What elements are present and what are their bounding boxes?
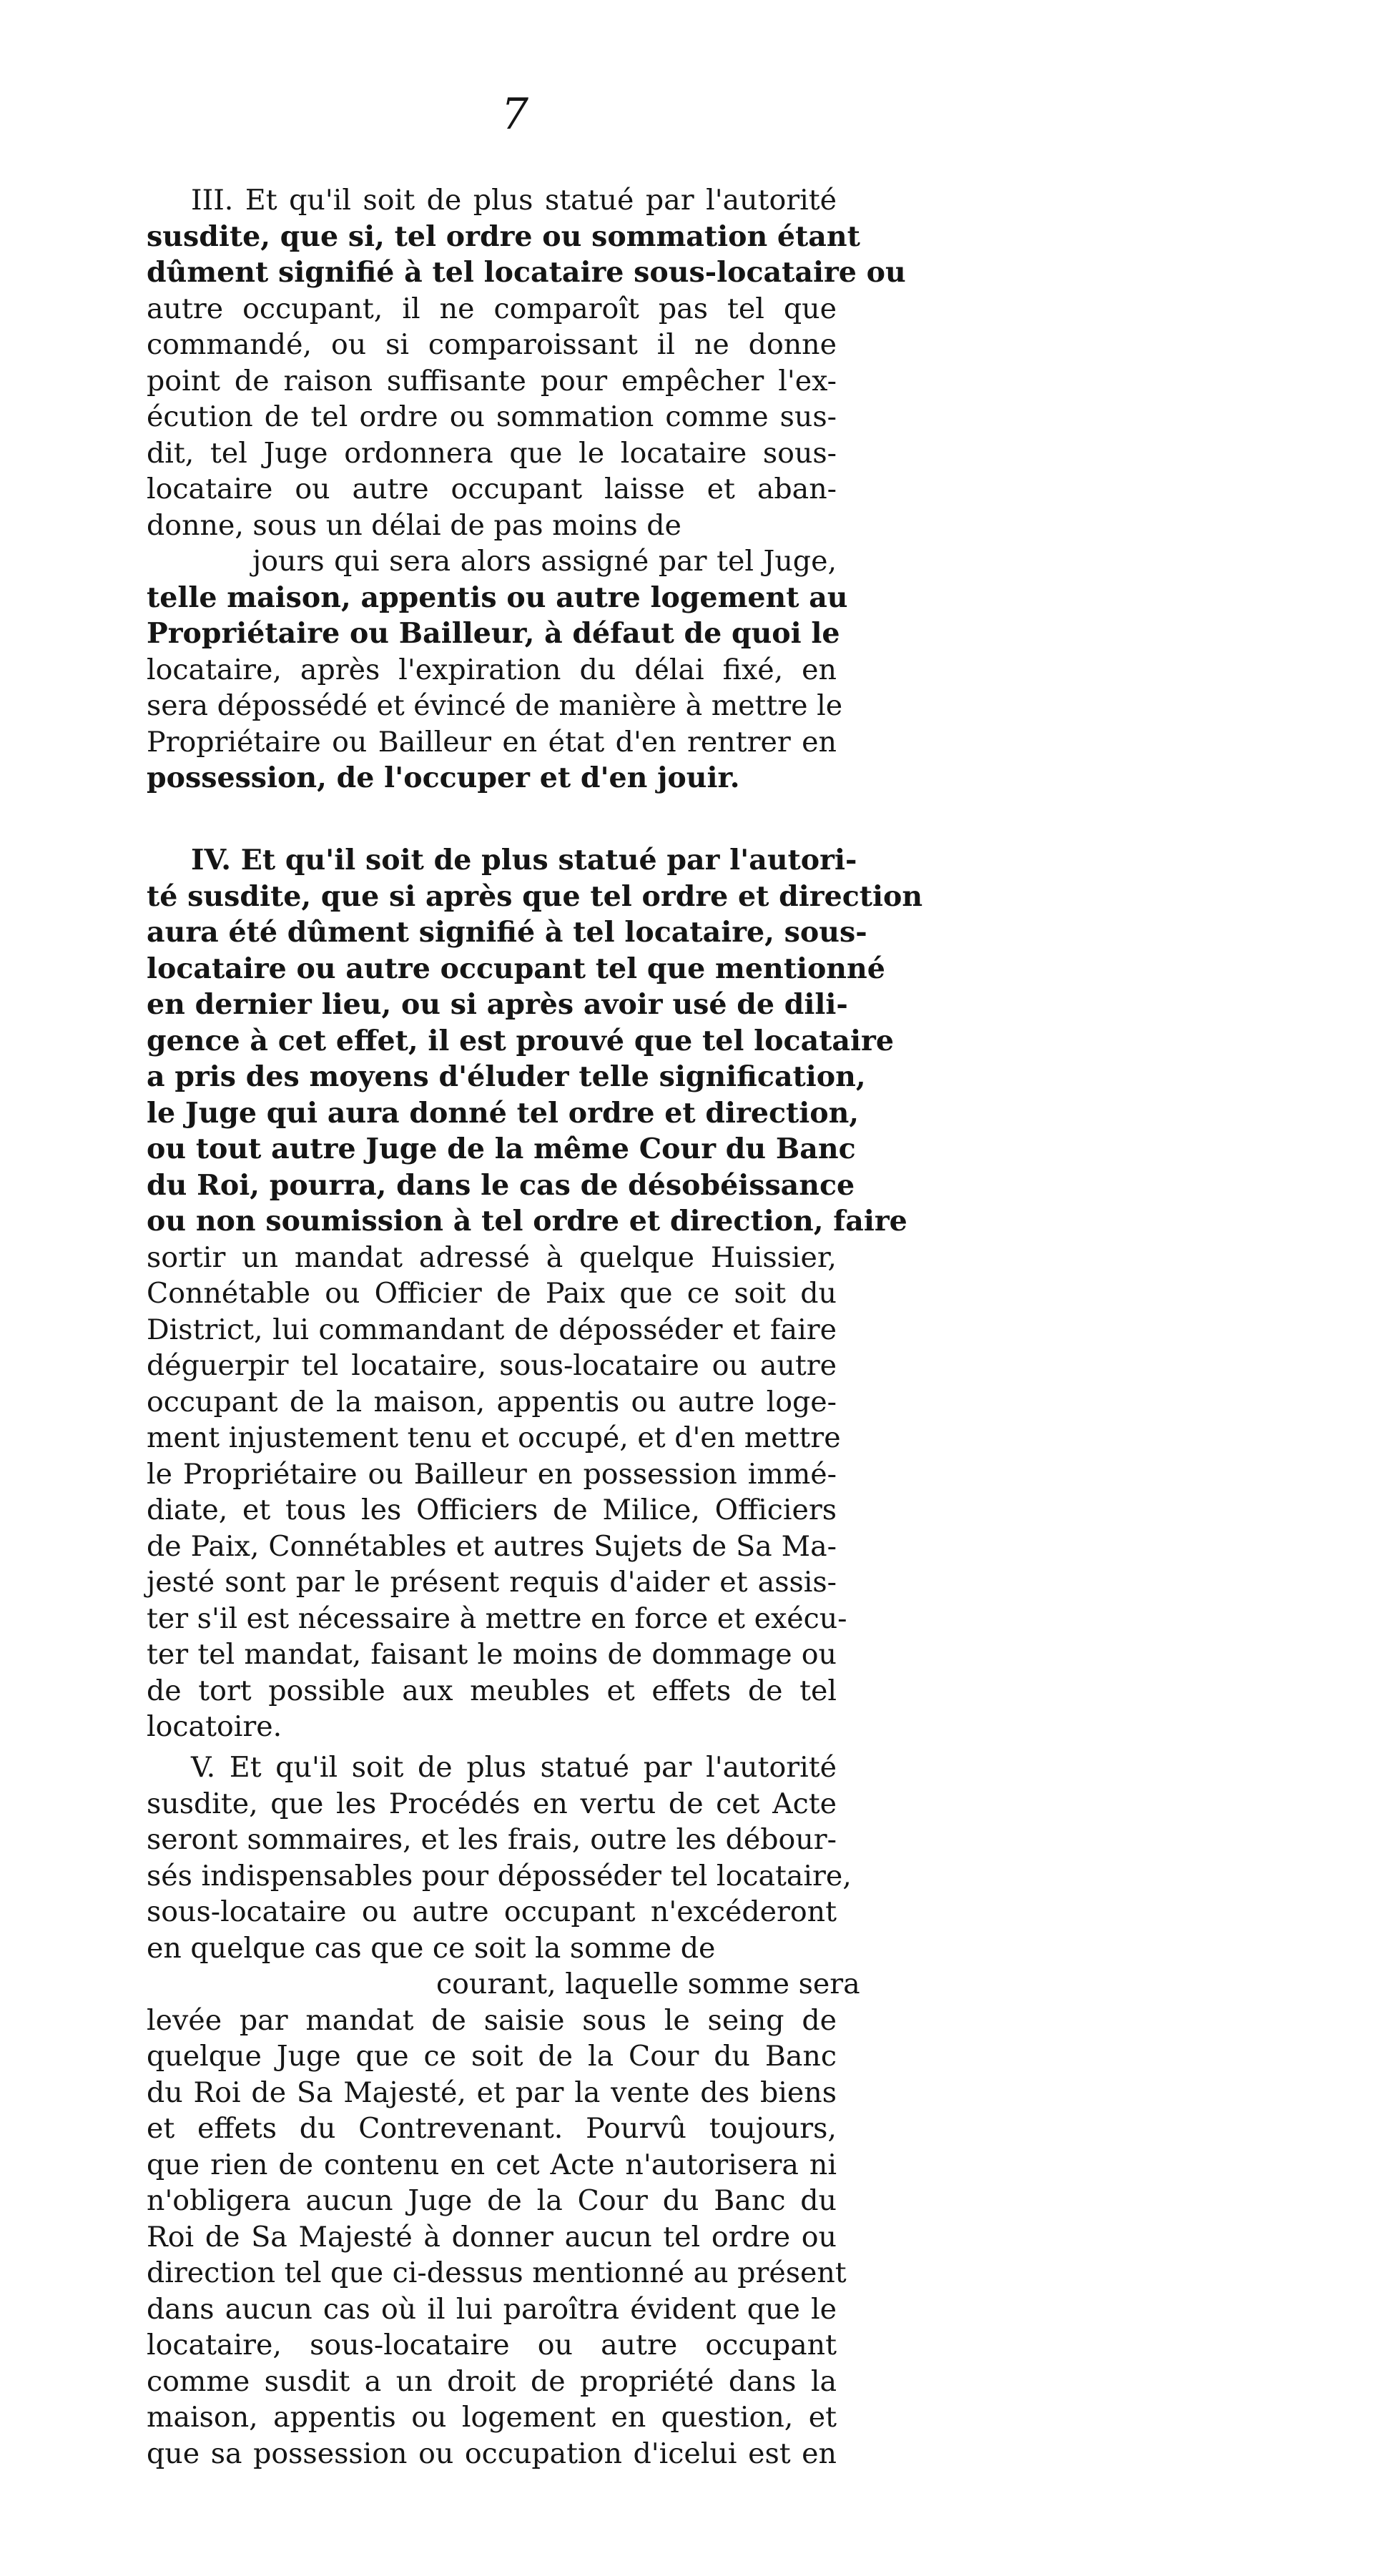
text-line: telle maison, appentis ou autre logement au — [147, 581, 848, 614]
article-5 — [147, 1750, 860, 2472]
text-line: quelque Juge que ce soit de la Cour du Banc — [147, 2040, 837, 2073]
text-line: écution de tel ordre ou sommation comme sus- — [147, 400, 837, 433]
text-line: District, lui commandant de déposséder et faire — [147, 1313, 837, 1346]
text-line: comme susdit a un droit de propriété dans la — [147, 2364, 837, 2398]
text-line: occupant de la maison, appentis ou autre loge- — [147, 1385, 837, 1418]
article-4 — [147, 842, 923, 1745]
text-line: direction tel que ci-dessus mentionné au présent — [147, 2256, 847, 2289]
text-line: déguerpir tel locataire, sous-locataire ou autre — [147, 1349, 837, 1382]
text-line: Connétable ou Officier de Paix que ce soit du — [147, 1277, 837, 1310]
text-line: en quelque cas que ce soit la somme de — [147, 1931, 716, 1965]
text-line: sous-locataire ou autre occupant n'excéderont — [147, 1895, 837, 1928]
text-line: susdite, que si, tel ordre ou sommation étant — [147, 219, 860, 253]
text-line: locataire ou autre occupant tel que mentionné — [147, 952, 885, 985]
text-line: Propriétaire ou Bailleur en état d'en rentrer en — [147, 725, 837, 759]
text-line: Roi de Sa Majesté à donner aucun tel ordre ou — [147, 2220, 837, 2254]
text-line: point de raison suffisante pour empêcher l'ex- — [147, 364, 837, 398]
text-line: dûment signifié à tel locataire sous-locataire ou — [147, 256, 906, 289]
text-line: dit, tel Juge ordonnera que le locataire sous- — [147, 436, 837, 470]
text-line: locataire, après l'expiration du délai fixé, en — [147, 653, 837, 686]
text-line: autre occupant, il ne comparoît pas tel que — [147, 292, 837, 325]
text-line: locataire, sous-locataire ou autre occupant — [147, 2329, 837, 2362]
text-line: locatoire. — [147, 1710, 282, 1743]
text-line: a pris des moyens d'éluder telle signification, — [147, 1060, 866, 1093]
text-line: té susdite, que si après que tel ordre et direction — [147, 879, 923, 913]
text-line: jesté sont par le présent requis d'aider et assis- — [147, 1566, 837, 1599]
text-line: susdite, que les Procédés en vertu de cet Acte — [147, 1787, 837, 1820]
text-line: dans aucun cas où il lui paroîtra évident que le — [147, 2292, 837, 2326]
text-line: seront sommaires, et les frais, outre les débour- — [147, 1823, 837, 1856]
text-line: sortir un mandat adressé à quelque Huissier, — [147, 1240, 837, 1274]
text-line: de tort possible aux meubles et effets de tel — [147, 1674, 837, 1707]
text-line: sés indispensables pour déposséder tel locataire, — [147, 1859, 852, 1892]
text-line: que sa possession ou occupation d'icelui est en — [147, 2437, 837, 2470]
text-line: n'obligera aucun Juge de la Cour du Banc du — [147, 2184, 837, 2217]
text-line: Propriétaire ou Bailleur, à défaut de quoi le — [147, 617, 840, 650]
text-line: commandé, ou si comparoissant il ne donne — [147, 328, 837, 361]
text-line: levée par mandat de saisie sous le seing de — [147, 2003, 837, 2037]
text-line: maison, appentis ou logement en question, et — [147, 2401, 837, 2434]
text-line: ter tel mandat, faisant le moins de dommage ou — [147, 1638, 837, 1671]
text-line: jours qui sera alors assigné par tel Juge, — [252, 545, 837, 578]
text-line: aura été dûment signifié à tel locataire, sous- — [147, 916, 867, 949]
text-line: ou tout autre Juge de la même Cour du Banc — [147, 1132, 856, 1165]
text-line: gence à cet effet, il est prouvé que tel locataire — [147, 1024, 894, 1057]
text-line: locataire ou autre occupant laisse et aban- — [147, 473, 837, 505]
article-3 — [147, 182, 906, 796]
text-line: du Roi, pourra, dans le cas de désobéissance — [147, 1168, 855, 1202]
text-line: ment injustement tenu et occupé, et d'en mettre — [147, 1421, 841, 1454]
text-line: en dernier lieu, ou si après avoir usé de dili- — [147, 988, 848, 1021]
text-line: du Roi de Sa Majesté, et par la vente des biens — [147, 2076, 837, 2109]
text-line: courant, laquelle somme sera — [436, 1968, 860, 2000]
text-line: possession, de l'occuper et d'en jouir. — [147, 761, 740, 794]
text-line: le Propriétaire ou Bailleur en possession immé- — [147, 1457, 837, 1491]
text-line: V. Et qu'il soit de plus statué par l'autorité — [191, 1751, 837, 1784]
text-line: le Juge qui aura donné tel ordre et direction, — [147, 1096, 860, 1130]
text-line: de Paix, Connétables et autres Sujets de Sa Ma- — [147, 1529, 837, 1563]
text-line: ou non soumission à tel ordre et direction, faire — [147, 1205, 907, 1238]
text-line: diate, et tous les Officiers de Milice, Officiers — [147, 1494, 837, 1526]
text-line: IV. Et qu'il soit de plus statué par l'autori- — [191, 844, 857, 877]
text-line: ter s'il est nécessaire à mettre en force et exécu- — [147, 1602, 847, 1635]
text-line: donne, sous un délai de pas moins de — [147, 508, 681, 542]
text-line: sera dépossédé et évincé de manière à mettre le — [147, 689, 843, 722]
text-line: III. Et qu'il soit de plus statué par l'autorité — [191, 184, 837, 217]
text-line: et effets du Contrevenant. Pourvû toujours, — [147, 2112, 837, 2145]
page-number: 7 — [501, 89, 529, 139]
text-line: que rien de contenu en cet Acte n'autorisera ni — [147, 2148, 837, 2181]
